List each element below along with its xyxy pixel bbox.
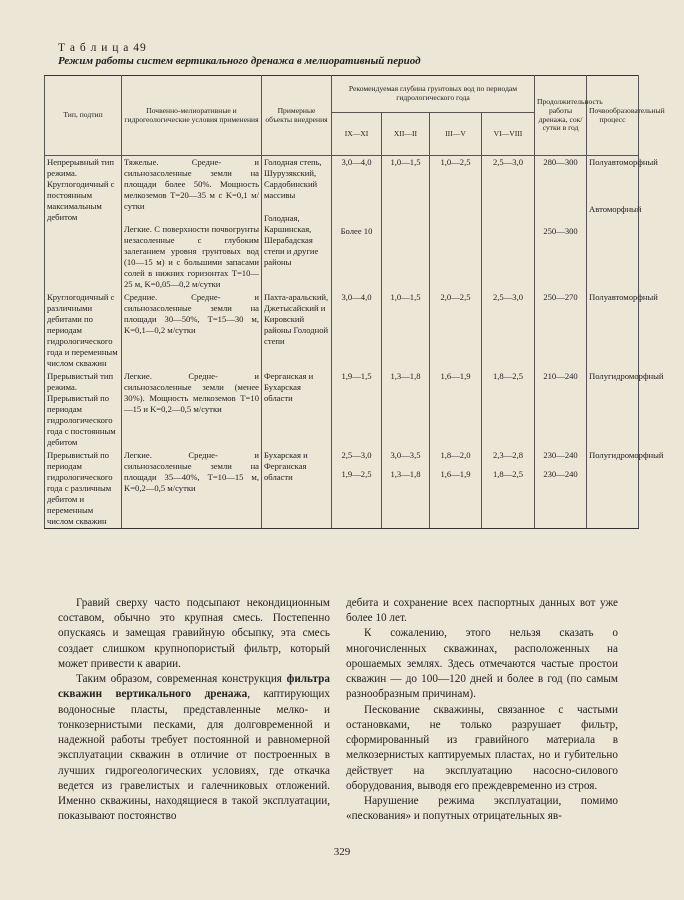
row-process (587, 156, 658, 292)
row-p2 (382, 449, 430, 529)
value: 1,8—2,5 (492, 469, 524, 479)
row-soil: Легкие. Средне- и сильнозасоленные земли на площади 35—40%, T=10—15 м, K=0,2—0,5 м/сутки (122, 449, 262, 529)
value: Полуавтоморфный (589, 157, 658, 167)
page-number: 329 (333, 846, 351, 858)
row-p3: 1,6—1,9 (430, 370, 482, 449)
paragraph-text: Таким образом, современная конструкция (76, 673, 287, 686)
header-period-2: XII—II (382, 113, 430, 156)
table-title: Режим работы систем вертикального дренажа в мелиоративный период (58, 55, 421, 67)
row-p3: 2,0—2,5 (430, 291, 482, 370)
row-p3 (430, 449, 482, 529)
row-soil (122, 156, 262, 292)
row-p4: 2,5—3,0 (482, 291, 535, 370)
value: Автоморфный (589, 204, 642, 214)
header-depth-group: Рекомендуемая глубина грунтовых вод по периодам гидрологического года (332, 76, 535, 113)
drainage-regime-table (44, 75, 665, 529)
row-p1 (332, 156, 382, 292)
header-period-1: IX—XI (332, 113, 382, 156)
paragraph-emphasis: фильтра скважин вертикального дренажа (58, 673, 330, 701)
row-objects: Бухарская и Ферганская области (262, 449, 332, 529)
paragraph: Пескование скважины, связанное с частыми остановками, не только разрушает фильтр, сформированный из гравийного материала в мелкозернистых каптируемых пластах, но и губительно действует на эксплуатацию насосно-силового оборудования, выводя его преждевременно из строя. (346, 703, 618, 792)
paragraph: дебита и сохранение всех паспортных данных вот уже более 10 лет. (346, 597, 618, 625)
row-objects-line: Голодная степь, Шурузякский, Сардобинский массивы (264, 157, 322, 200)
value: 1,8—2,0 (440, 450, 471, 460)
paragraph: Гравий сверху часто подсыпают некондиционным составом, обычно это крупная смесь. Постепенно опускаясь и замещая гравийную обсыпку, эта смесь создает слишком крупнопористый фильтр, который может привести к аварии. (58, 597, 330, 670)
row-p2: 1,3—1,8 (382, 370, 430, 449)
table-row (45, 370, 639, 449)
row-p4: 1,8—2,5 (482, 370, 535, 449)
row-soil-line: Легкие. С поверхности почвогрунты незасоленные с глубоким залеганием уровня грунтовых вод (10—15 м) и с большими запасами солей в нижних горизонтах T=10—25 м, K=0,05—0,2 м/сутки (124, 224, 259, 289)
text-column-right (346, 596, 618, 825)
paragraph (58, 672, 330, 824)
row-type: Прерывистый тип режима. Прерывистый по периодам гидрологического года с постоянным дебитом (45, 370, 122, 449)
header-type: Тип, подтип (45, 76, 122, 156)
value: 1,9—2,5 (341, 469, 372, 479)
header-period-3: III—V (430, 113, 482, 156)
row-duration: 210—240 (535, 370, 587, 449)
value: 230—240 (543, 450, 578, 460)
value: 230—240 (543, 469, 578, 479)
row-process: Полугидроморфный (587, 370, 639, 449)
row-p1: 1,9—1,5 (332, 370, 382, 449)
paragraph-text: , каптирующих водоносные пласты, представленные мелко- и тонкозернистыми песками, для долговременной и надежной работы требует постоянной и равномерной эксплуатации скважин в отличие от построенных в лучших гидрогеологических условиях, где откачка ведется из гравелистых и галечниковых отложений. Именно скважины, находящиеся в такой эксплуатации, показывают постоянство (58, 688, 331, 823)
paragraph: Нарушение режима эксплуатации, помимо «пескования» и попутных отрицательных яв- (346, 795, 618, 823)
value: 2,5—3,0 (492, 157, 524, 167)
header-objects: Примерные объекты внедрения (262, 76, 332, 156)
row-objects (262, 156, 332, 292)
header-duration: Продолжительность работы дренажа, сок/сутки в год (535, 76, 587, 156)
table-caption: Т а б л и ц а 49 (58, 42, 147, 54)
row-p1 (332, 449, 382, 529)
value: 1,0—1,5 (390, 157, 421, 167)
row-objects-line: Голодная, Каршинская, Шерабадская степи и другие районы (264, 213, 319, 267)
table-row (45, 449, 639, 529)
value: 2,3—2,8 (492, 450, 524, 460)
row-duration: 250—270 (535, 291, 587, 370)
value: 1,0—2,5 (440, 157, 471, 167)
row-objects: Ферганская и Бухарская области (262, 370, 332, 449)
value: 250—300 (543, 226, 578, 236)
value: 2,5—3,0 (341, 450, 372, 460)
table-row (45, 291, 639, 370)
row-duration (535, 449, 587, 529)
row-p2 (382, 156, 430, 292)
row-soil: Средние. Средне- и сильнозасоленные земли на площади 30—50%, T=15—30 м, K=0,1—0,2 м/сутки (122, 291, 262, 370)
value: 3,0—3,5 (390, 450, 421, 460)
row-p2: 1,0—1,5 (382, 291, 430, 370)
row-p4 (482, 449, 535, 529)
value: Более 10 (340, 226, 373, 236)
row-process: Полугидроморфный (587, 449, 639, 529)
row-p3 (430, 156, 482, 292)
value: 3,0—4,0 (341, 157, 372, 167)
row-p1: 3,0—4,0 (332, 291, 382, 370)
row-type: Прерывистый по периодам гидрологического года с различным дебитом и переменным числом скважин (45, 449, 122, 529)
header-soil: Почвенно-мелиоративные и гидрогеологические условия применения (122, 76, 262, 156)
row-p4 (482, 156, 535, 292)
value: 1,3—1,8 (390, 469, 421, 479)
header-period-4: VI—VIII (482, 113, 535, 156)
row-objects: Пахта-аральский, Джетысайский и Кировский районы Голодной степи (262, 291, 332, 370)
table-row (45, 156, 639, 292)
header-process: Почвообразовательный процесс (587, 76, 639, 156)
row-type: Непрерывный тип режима. Круглогодичный с постоянным максимальным дебитом (45, 156, 122, 292)
value: 280—300 (543, 157, 578, 167)
paragraph: К сожалению, этого нельзя сказать о многочисленных скважинах, расположенных на орошаемых землях. Здесь отмечаются частые простои скважин — до 100—120 дней и более в год (по самым разнообразным причинам). (346, 627, 618, 701)
row-duration (535, 156, 587, 292)
row-soil: Легкие. Средне- и сильнозасоленные земли (менее 30%). Мощность мелкоземов T=10—15 и K=0,2—0,5 м/сутки (122, 370, 262, 449)
row-soil-line: Тяжелые. Средне- и сильнозасоленные земли на площади более 50%. Мощность мелкоземов T=20—35 м с K=0,1 м/сутки (124, 157, 259, 211)
row-process: Полуавтоморфный (587, 291, 639, 370)
row-type: Круглогодичный с различными дебитами по периодам гидрологического года и переменным числом скважин (45, 291, 122, 370)
text-column-left (58, 596, 330, 825)
value: 1,6—1,9 (440, 469, 471, 479)
